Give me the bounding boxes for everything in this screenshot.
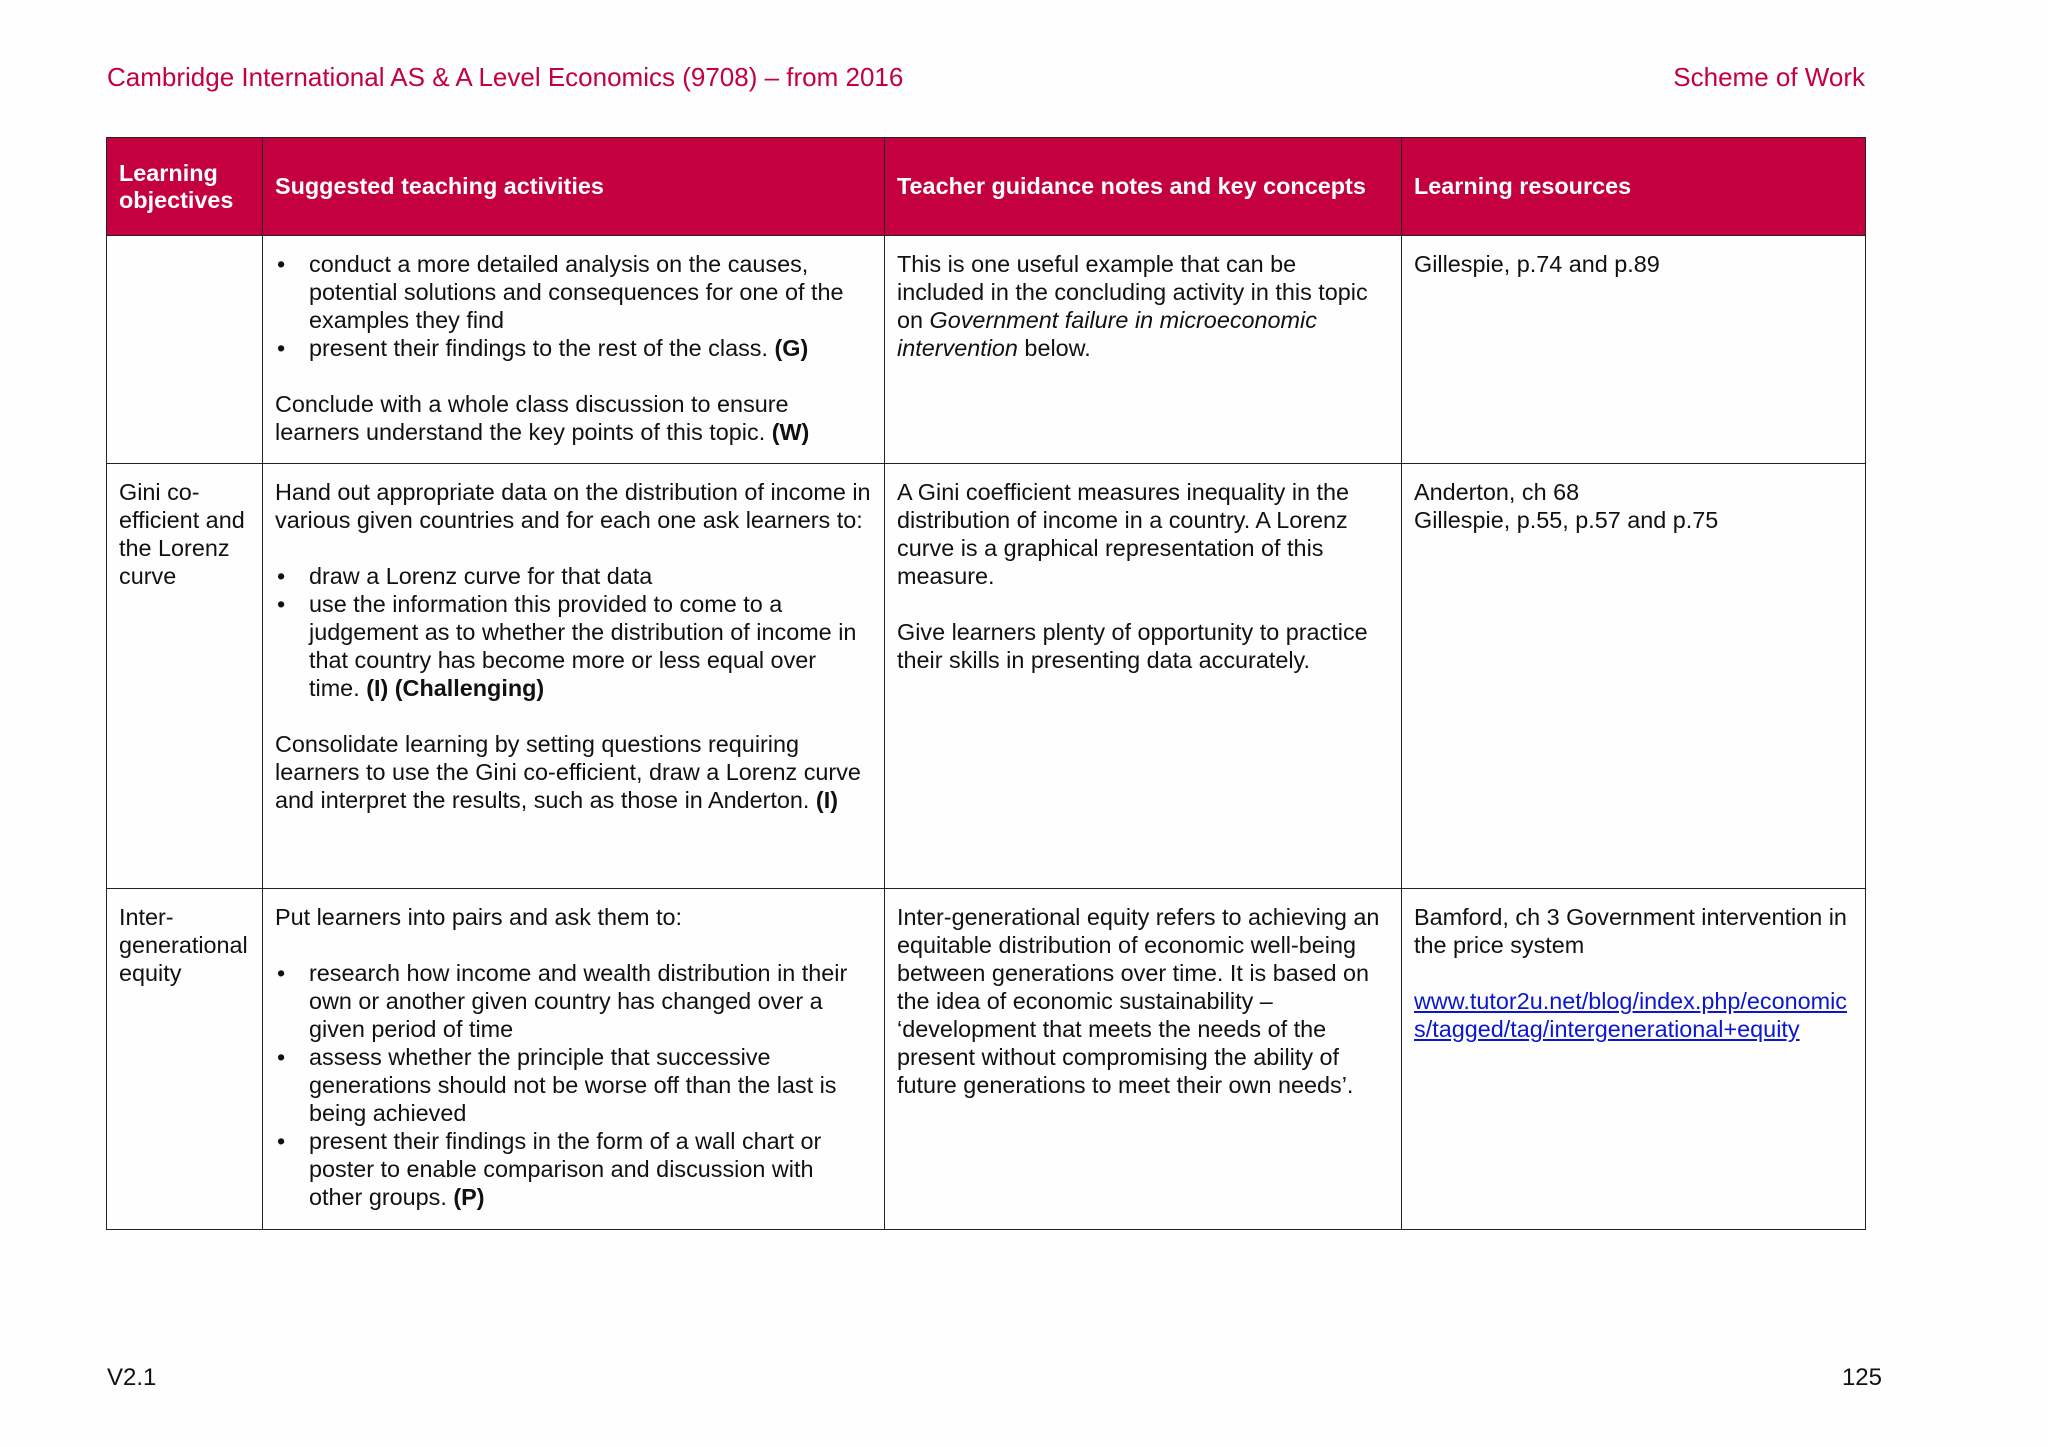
activity-list <box>275 250 872 362</box>
activity-list <box>275 959 872 1211</box>
section-title: Scheme of Work <box>1673 62 1865 92</box>
guidance-cell <box>885 889 1402 1230</box>
col-header-learning-objectives: Learning objectives <box>107 138 263 236</box>
scheme-of-work-table <box>106 137 1866 1230</box>
activity-item: • present their findings in the form of a wall chart or poster to enable comparison and discussion with other groups. (P) <box>275 1127 872 1211</box>
page-number: 125 <box>1841 1364 1882 1391</box>
resource-text: Bamford, ch 3 Government intervention in the price system <box>1414 904 1847 958</box>
objective-label: Inter-generational equity <box>119 904 248 986</box>
version-label: V2.1 <box>107 1364 157 1391</box>
guidance-text: A Gini coefficient measures inequality in the distribution of income in a country. A Lorenz curve is a graphical representation of this measure. <box>897 479 1350 589</box>
activity-intro: Hand out appropriate data on the distribution of income in various given countries and for each one ask learners to: <box>275 479 871 533</box>
objective-cell <box>107 889 263 1230</box>
table-header-row <box>107 138 1866 236</box>
table-row <box>107 464 1866 889</box>
activity-conclusion: Conclude with a whole class discussion to ensure learners understand the key points of this topic. (W) <box>275 391 810 445</box>
activities-cell <box>263 236 885 464</box>
activity-item: • conduct a more detailed analysis on the causes, potential solutions and consequences for one of the examples they find <box>275 250 872 334</box>
activity-item: • draw a Lorenz curve for that data <box>275 562 872 590</box>
activities-cell <box>263 889 885 1230</box>
guidance-cell <box>885 236 1402 464</box>
activity-item: • assess whether the principle that successive generations should not be worse off than the last is being achieved <box>275 1043 872 1127</box>
document-title: Cambridge International AS & A Level Economics (9708) – from 2016 <box>107 62 904 92</box>
col-header-teaching-activities: Suggested teaching activities <box>263 138 885 236</box>
table-row <box>107 889 1866 1230</box>
col-header-guidance-notes: Teacher guidance notes and key concepts <box>885 138 1402 236</box>
activity-item: • research how income and wealth distribution in their own or another given country has changed over a given period of time <box>275 959 872 1043</box>
activity-item: • present their findings to the rest of the class. (G) <box>275 334 872 362</box>
resource-text: Gillespie, p.55, p.57 and p.75 <box>1414 507 1719 533</box>
resources-cell <box>1402 464 1866 889</box>
resources-cell <box>1402 889 1866 1230</box>
activity-list <box>275 562 872 702</box>
activities-cell <box>263 464 885 889</box>
objective-cell <box>107 464 263 889</box>
guidance-text: This is one useful example that can be included in the concluding activity in this topic on Government failure in microeconomic intervention below. <box>897 251 1368 361</box>
activity-intro: Put learners into pairs and ask them to: <box>275 904 682 930</box>
table-row <box>107 236 1866 464</box>
guidance-cell <box>885 464 1402 889</box>
activity-item: • use the information this provided to come to a judgement as to whether the distribution of income in that country has become more or less equal over time. (I) (Challenging) <box>275 590 872 702</box>
resource-text: Gillespie, p.74 and p.89 <box>1414 251 1660 277</box>
resource-text: Anderton, ch 68 <box>1414 479 1580 505</box>
objective-label: Gini co-efficient and the Lorenz curve <box>119 479 245 589</box>
guidance-text: Give learners plenty of opportunity to practice their skills in presenting data accurately. <box>897 619 1368 673</box>
objective-cell <box>107 236 263 464</box>
intergenerational-equity-link[interactable]: www.tutor2u.net/blog/index.php/economics/tagged/tag/intergenerational+equity <box>1414 988 1847 1042</box>
col-header-learning-resources: Learning resources <box>1402 138 1866 236</box>
resources-cell <box>1402 236 1866 464</box>
guidance-text: Inter-generational equity refers to achieving an equitable distribution of economic well-being between generations over time. It is based on the idea of economic sustainability – ‘development that meets the needs of the present without compromising the ability of future generations to meet their own needs’. <box>897 904 1380 1098</box>
activity-conclusion: Consolidate learning by setting questions requiring learners to use the Gini co-efficient, draw a Lorenz curve and interpret the results, such as those in Anderton. (I) <box>275 731 861 813</box>
